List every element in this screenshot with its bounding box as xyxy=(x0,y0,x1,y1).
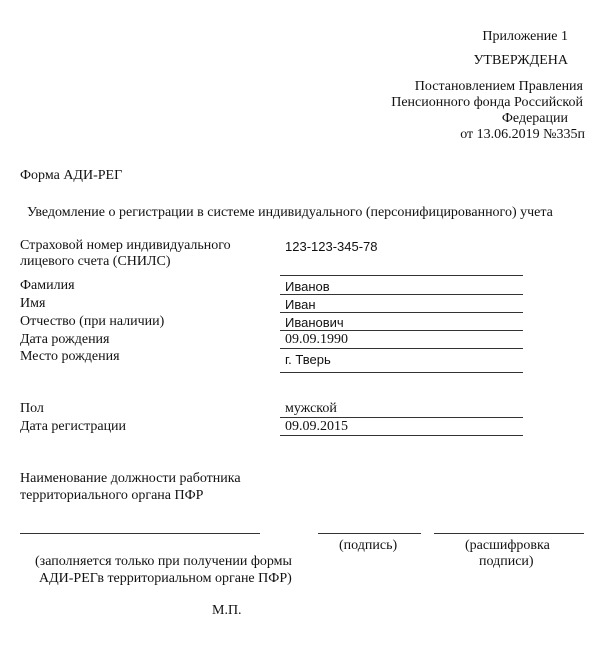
patronymic-value: Иванович xyxy=(285,315,344,330)
snils-label-2: лицевого счета (СНИЛС) xyxy=(20,254,171,269)
regdate-underline xyxy=(280,435,523,436)
patronymic-label: Отчество (при наличии) xyxy=(20,314,165,329)
official-position-label-1: Наименование должности работника xyxy=(20,471,241,486)
appendix-label: Приложение 1 xyxy=(482,29,568,44)
gender-value: мужской xyxy=(285,401,337,416)
decode-line xyxy=(434,533,584,534)
form-title: Уведомление о регистрации в системе индивидуального (персонифицированного) учета xyxy=(27,205,553,220)
signature-line xyxy=(318,533,421,534)
birthplace-underline xyxy=(280,372,523,373)
signature-caption: (подпись) xyxy=(339,538,398,553)
form-name: Форма АДИ-РЕГ xyxy=(20,168,123,183)
decode-caption-1: (расшифровка xyxy=(465,538,550,553)
decree-line-2: Пенсионного фонда Российской xyxy=(391,95,583,110)
name-label: Имя xyxy=(20,296,46,311)
surname-label: Фамилия xyxy=(20,278,75,293)
regdate-value: 09.09.2015 xyxy=(285,419,348,434)
note-line-1: (заполняется только при получении формы xyxy=(35,554,292,569)
birthdate-label: Дата рождения xyxy=(20,332,110,347)
note-line-2: АДИ-РЕГв территориальном органе ПФР) xyxy=(39,571,292,586)
official-position-label-2: территориального органа ПФР xyxy=(20,488,204,503)
snils-value: 123-123-345-78 xyxy=(285,239,378,254)
snils-underline xyxy=(280,275,523,276)
decree-line-3: Федерации xyxy=(501,111,568,126)
approved-label: УТВЕРЖДЕНА xyxy=(473,53,568,68)
name-value: Иван xyxy=(285,297,316,312)
name-underline xyxy=(280,312,523,313)
birthplace-label: Место рождения xyxy=(20,349,120,364)
gender-label: Пол xyxy=(20,401,44,416)
surname-underline xyxy=(280,294,523,295)
birthdate-underline xyxy=(280,348,523,349)
decode-caption-2: подписи) xyxy=(479,554,534,569)
snils-label-1: Страховой номер индивидуального xyxy=(20,238,231,253)
regdate-label: Дата регистрации xyxy=(20,419,127,434)
decree-line-4: от 13.06.2019 №335п xyxy=(460,127,585,142)
stamp-place: М.П. xyxy=(212,603,242,618)
decree-line-1: Постановлением Правления xyxy=(414,79,583,94)
birthdate-value: 09.09.1990 xyxy=(285,332,348,347)
surname-value: Иванов xyxy=(285,279,330,294)
birthplace-value: г. Тверь xyxy=(285,352,331,367)
position-line xyxy=(20,533,260,534)
